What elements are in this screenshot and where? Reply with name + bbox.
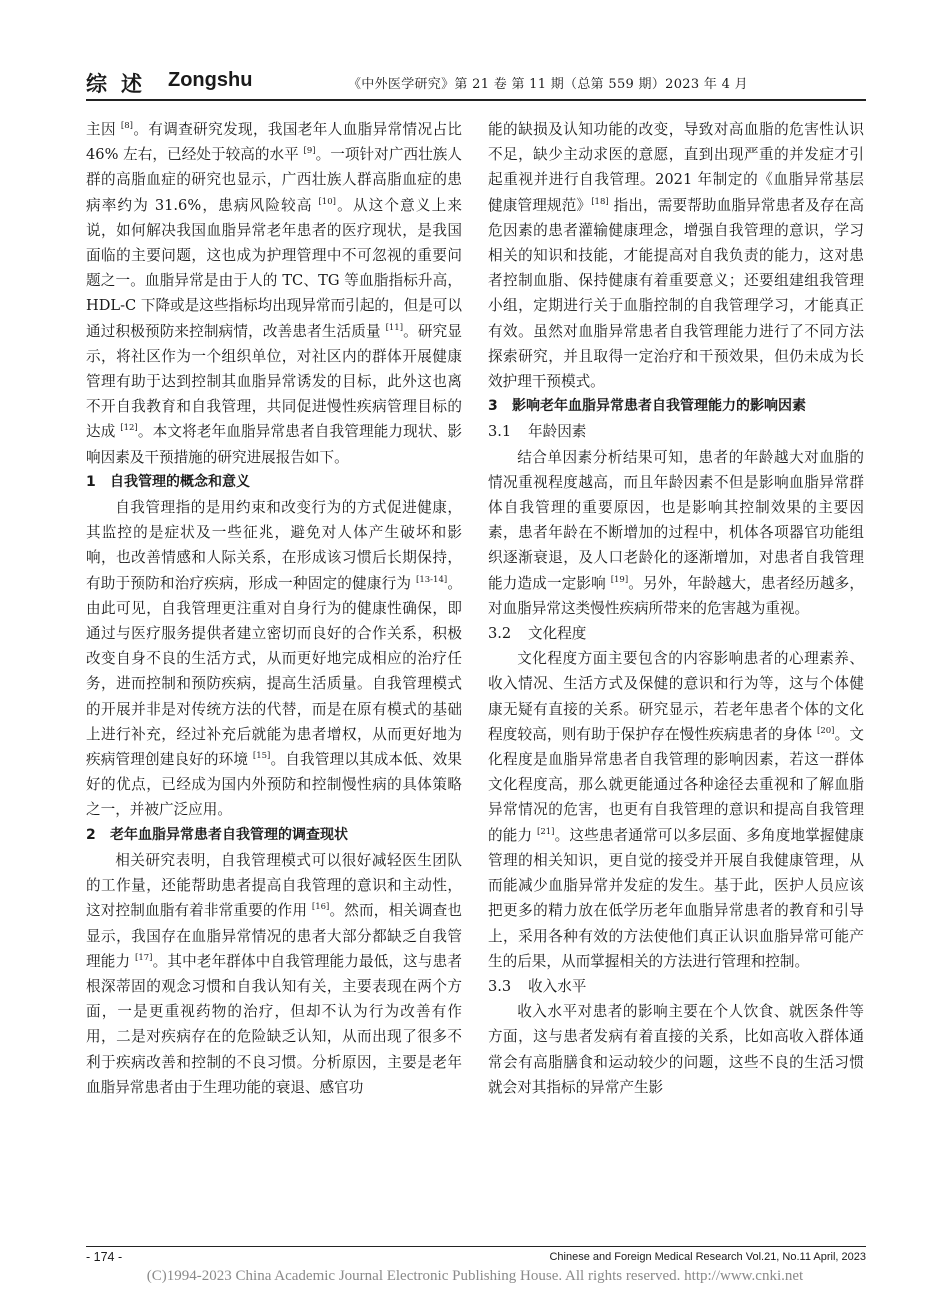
right-column [488, 117, 864, 1100]
paragraph: 文化程度方面主要包含的内容影响患者的心理素养、收入情况、生活方式及保健的意识和行为等，这与个体健康无疑有直接的关系。研究显示，若老年患者个体的文化程度较高，则有助于保护存在慢性疾病患者的身体 [20]。文化程度是血脂异常患者自我管理的影响因素，若这一群体文化程度高，那么就更能通过各种途径去重视和了解血脂异常情况的危害，也更有自我管理的意识和提高自我管理的能力 [21]。这些患者通常可以多层面、多角度地掌握健康管理的相关知识，更自觉的接受并开展自我健康管理，从而能减少血脂异常并发症的发生。基于此，医护人员应该把更多的精力放在低学历老年血脂异常患者的教育和引导上，采用各种有效的方法使他们真正认识血脂异常可能产生的后果，从而掌握相关的方法进行管理和控制。 [488, 650, 864, 970]
header-rule [86, 99, 866, 101]
paragraph: 主因 [8]。有调查研究发现，我国老年人血脂异常情况占比 46% 左右，已经处于较高的水平 [9]。一项针对广西壮族人群的高脂血症的研究也显示，广西壮族人群高脂血症的患病率约为 31.6%，患病风险较高 [10]。从这个意义上来说，如何解决我国血脂异常老年患者的医疗现状，是我国面临的主要问题，这也成为护理管理中不可忽视的重要问题之一。血脂异常是由于人的 TC、TG 等血脂指标升高，HDL-C 下降或是这些指标均出现异常而引起的，但是可以通过积极预防来控制病情，改善患者生活质量 [11]。研究显示，将社区作为一个组织单位，对社区内的群体开展健康管理有助于达到控制其血脂异常诱发的目标，此外这也离不开自我教育和自我管理，共同促进慢性疾病管理目标的达成 [12]。本文将老年血脂异常患者自我管理能力现状、影响因素及干预措施的研究进展报告如下。 [86, 121, 462, 466]
citation: [13-14] [416, 574, 448, 585]
citation: [11] [385, 322, 404, 333]
section-pinyin: Zongshu [168, 69, 253, 91]
citation: [20] [817, 725, 835, 736]
section-heading-2: 2 老年血脂异常患者自我管理的调查现状 [86, 826, 348, 843]
citation: [8] [120, 121, 133, 131]
citation: [19] [610, 574, 629, 585]
paragraph: 相关研究表明，自我管理模式可以很好减轻医生团队的工作量，还能帮助患者提高自我管理的意识和主动性，这对控制血脂有着非常重要的作用 [16]。然而，相关调查也显示，我国存在血脂异常情况的患者大部分都缺乏自我管理能力 [17]。其中老年群体中自我管理能力最低，这与患者根深蒂固的观念习惯和自我认知有关，主要表现在两个方面，一是更重视药物的治疗，但却不认为行为改善有作用，二是对疾病存在的危险缺乏认知，从而出现了很多不利于疾病改善和控制的不良习惯。分析原因，主要是老年血脂异常患者由于生理功能的衰退、感官功 [86, 851, 462, 1096]
paragraph: 自我管理指的是用约束和改变行为的方式促进健康，其监控的是症状及一些征兆，避免对人体产生破坏和影响，也改善情感和人际关系，在形成该习惯后长期保持，有助于预防和治疗疾病，形成一种固定的健康行为 [13-14]。由此可见，自我管理更注重对自身行为的健康性确保，即通过与医疗服务提供者建立密切而良好的合作关系，积极改变自身不良的生活方式，从而更好地完成相应的治疗任务，进而控制和预防疾病，提高生活质量。自我管理模式的开展并非是对传统方法的代替，而是在原有模式的基础上进行补充，经过补充后就能为患者增权，从而更好地为疾病管理创建良好的环境 [15]。自我管理以其成本低、效果好的优点，已经成为国内外预防和控制慢性病的具体策略之一，并被广泛应用。 [86, 499, 462, 819]
citation: [17] [135, 952, 153, 963]
citation: [9] [303, 146, 316, 157]
citation: [12] [120, 423, 138, 434]
citation: [10] [318, 196, 336, 207]
paragraph: 能的缺损及认知功能的改变，导致对高血脂的危害性认识不足，缺少主动求医的意愿，直到出现严重的并发症才引起重视并进行自我管理。2021 年制定的《血脂异常基层健康管理规范》[18] 指出，需要帮助血脂异常患者及存在高危因素的患者灌输健康理念，增强自我管理的意识，学习相关的知识和技能，才能提高对自我负责的能力，这对患者控制血脂、保持健康有着重要意义；还要组建组我管理小组，定期进行关于血脂控制的自我管理学习，才能真正有效。虽然对血脂异常患者自我管理能力进行了不同方法探索研究，并且取得一定治疗和干预效果，但仍未成为长效护理干预模式。 [488, 121, 864, 391]
journal-info: 《中外医学研究》第 21 卷 第 11 期（总第 559 期）2023 年 4 月 [348, 77, 748, 92]
citation: [15] [252, 751, 271, 762]
citation: [16] [311, 902, 330, 913]
left-column [86, 117, 462, 1100]
section-heading-3: 3 影响老年血脂异常患者自我管理能力的影响因素 [488, 398, 806, 415]
subsection-heading-3-1: 3.1 年龄因素 [488, 423, 587, 441]
citation: [21] [537, 826, 555, 837]
section-label: 综述 [86, 72, 156, 96]
footer-rule [86, 1246, 866, 1247]
subsection-heading-3-3: 3.3 收入水平 [488, 977, 587, 995]
paragraph: 收入水平对患者的影响主要在个人饮食、就医条件等方面，这与患者发病有着直接的关系，比如高收入群体通常会有高脂膳食和运动较少的问题，这些不良的生活习惯就会对其指标的异常产生影 [488, 1003, 864, 1096]
citation: [18] [591, 196, 609, 207]
journal-footer: Chinese and Foreign Medical Research Vol.21, No.11 April, 2023 [549, 1251, 866, 1263]
section-heading-1: 1 自我管理的概念和意义 [86, 473, 250, 490]
paragraph: 结合单因素分析结果可知，患者的年龄越大对血脂的情况重视程度越高，而且年龄因素不但是影响血脂异常群体自我管理的重要原因，也是影响其控制效果的主要因素，患者年龄在不断增加的过程中，机体各项器官功能组织逐渐衰退，及人口老龄化的逐渐增加，对患者自我管理能力造成一定影响 [19]。另外，年龄越大，患者经历越多，对血脂异常这类慢性疾病所带来的危害越为重视。 [488, 448, 864, 617]
running-header [86, 68, 866, 102]
subsection-heading-3-2: 3.2 文化程度 [488, 625, 587, 643]
copyright-watermark: (C)1994-2023 China Academic Journal Electronic Publishing House. All rights reserved. http://www.cnki.net [146, 1268, 804, 1284]
page-number: - 174 - [86, 1250, 123, 1264]
